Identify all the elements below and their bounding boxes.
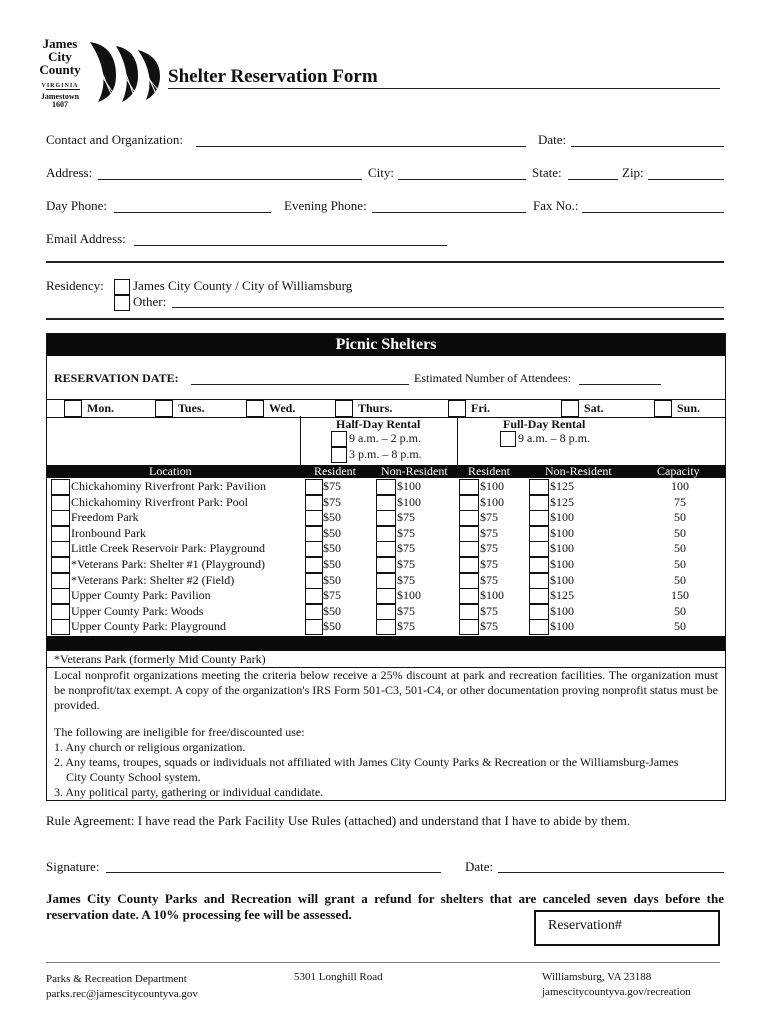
section-divider bbox=[46, 261, 724, 263]
shelter-price: $75 bbox=[397, 557, 415, 571]
shelter-location: Little Creek Reservoir Park: Playground bbox=[71, 541, 265, 556]
full-resident-checkbox[interactable] bbox=[459, 557, 479, 573]
shelter-price: $75 bbox=[480, 619, 498, 634]
day-sat-label: Sat. bbox=[584, 401, 604, 415]
full-resident-checkbox[interactable] bbox=[459, 510, 479, 526]
shelter-price: $75 bbox=[323, 479, 341, 493]
full-nonresident-checkbox[interactable] bbox=[529, 526, 549, 542]
address-label: Address: bbox=[46, 165, 93, 180]
full-resident-checkbox[interactable] bbox=[459, 541, 479, 557]
residency-other-field[interactable] bbox=[172, 307, 724, 308]
shelter-location: Upper County Park: Woods bbox=[71, 603, 204, 618]
shelter-location: Upper County Park: Playground bbox=[71, 619, 226, 634]
shelter-price: $100 bbox=[397, 494, 421, 509]
shelter-select-checkbox[interactable] bbox=[51, 495, 70, 511]
shelter-capacity: 50 bbox=[674, 510, 686, 525]
logo-line-3: County bbox=[39, 62, 81, 77]
zip-field[interactable] bbox=[648, 179, 724, 180]
half-nonresident-checkbox[interactable] bbox=[376, 479, 396, 495]
table-row bbox=[47, 619, 725, 635]
picnic-shelters-header: Picnic Shelters bbox=[47, 334, 725, 356]
full-day-title: Full-Day Rental bbox=[503, 417, 586, 431]
half-nonresident-checkbox[interactable] bbox=[376, 619, 396, 635]
full-resident-checkbox[interactable] bbox=[459, 619, 479, 635]
shelter-price: $75 bbox=[397, 603, 415, 618]
shelter-price: $50 bbox=[323, 541, 341, 556]
full-resident-checkbox[interactable] bbox=[459, 604, 479, 620]
reservation-date-field[interactable] bbox=[191, 384, 409, 385]
full-nonresident-checkbox[interactable] bbox=[529, 573, 549, 589]
day-fri-checkbox[interactable] bbox=[448, 400, 466, 417]
logo-line-4: VIRGINIA bbox=[41, 83, 79, 89]
half-resident-checkbox[interactable] bbox=[305, 619, 323, 635]
half-day-am-checkbox[interactable] bbox=[331, 431, 347, 447]
full-nonresident-checkbox[interactable] bbox=[529, 510, 549, 526]
full-day-checkbox[interactable] bbox=[500, 431, 516, 447]
day-sun-label: Sun. bbox=[677, 401, 701, 415]
shelter-price: $125 bbox=[550, 588, 574, 603]
full-day-label: 9 a.m. – 8 p.m. bbox=[518, 431, 590, 445]
shelter-select-checkbox[interactable] bbox=[51, 588, 70, 604]
city-field[interactable] bbox=[398, 179, 526, 180]
half-nonresident-checkbox[interactable] bbox=[376, 495, 396, 511]
half-nonresident-checkbox[interactable] bbox=[376, 588, 396, 604]
shelter-select-checkbox[interactable] bbox=[51, 573, 70, 589]
ship-sails-icon bbox=[86, 36, 166, 108]
ineligible-intro: The following are ineligible for free/discounted use: bbox=[54, 725, 305, 739]
full-nonresident-checkbox[interactable] bbox=[529, 619, 549, 635]
attendees-field[interactable] bbox=[579, 384, 661, 385]
logo-line-1: James bbox=[42, 36, 78, 51]
address-field[interactable] bbox=[98, 179, 362, 180]
half-day-pm-checkbox[interactable] bbox=[331, 447, 347, 463]
day-tue-label: Tues. bbox=[178, 401, 205, 415]
reservation-number-label: Reservation# bbox=[548, 918, 622, 933]
half-day-left-rule bbox=[300, 416, 301, 465]
days-bar bbox=[47, 399, 725, 418]
day-thu-checkbox[interactable] bbox=[335, 400, 353, 417]
shelter-capacity: 50 bbox=[674, 525, 686, 540]
full-nonresident-checkbox[interactable] bbox=[529, 604, 549, 620]
shelter-price: $50 bbox=[323, 557, 341, 571]
ineligible-item-3: 3. Any political party, gathering or individual candidate. bbox=[54, 785, 324, 799]
day-thu-label: Thurs. bbox=[358, 401, 393, 415]
shelter-price: $50 bbox=[323, 572, 341, 587]
shelter-capacity: 150 bbox=[671, 588, 689, 603]
half-day-am-label: 9 a.m. – 2 p.m. bbox=[349, 431, 421, 445]
shelter-location: *Veterans Park: Shelter #1 (Playground) bbox=[71, 557, 265, 571]
half-nonresident-checkbox[interactable] bbox=[376, 557, 396, 573]
shelter-price: $75 bbox=[480, 572, 498, 587]
half-resident-checkbox[interactable] bbox=[305, 510, 323, 526]
shelter-capacity: 75 bbox=[674, 494, 686, 509]
day-wed-label: Wed. bbox=[269, 401, 296, 415]
shelter-price: $75 bbox=[480, 557, 498, 571]
page-title: Shelter Reservation Form bbox=[168, 66, 378, 87]
shelter-capacity: 50 bbox=[674, 603, 686, 618]
day-fri-label: Fri. bbox=[471, 401, 490, 415]
nonprofit-paragraph: Local nonprofit organizations meeting the criteria below receive a 25% discount at park and recreation facilities. The organization must be nonprofit/tax exempt. A copy of the organization's IRS Form 501-C3, 501-C4, or other documentation proving nonprofit status must be provided. bbox=[54, 668, 718, 712]
shelter-price: $75 bbox=[480, 541, 498, 556]
shelter-price: $100 bbox=[550, 525, 574, 540]
rule-agreement: Rule Agreement: I have read the Park Facility Use Rules (attached) and understand that I have to abide by them. bbox=[46, 813, 631, 828]
shelter-price: $100 bbox=[550, 541, 574, 556]
shelter-price: $100 bbox=[480, 494, 504, 509]
shelter-capacity: 50 bbox=[674, 541, 686, 556]
col-location: Location bbox=[149, 464, 192, 478]
shelter-price: $75 bbox=[397, 525, 415, 540]
attendees-label: Estimated Number of Attendees: bbox=[414, 371, 571, 385]
shelter-select-checkbox[interactable] bbox=[51, 541, 70, 557]
full-nonresident-checkbox[interactable] bbox=[529, 495, 549, 511]
shelter-price: $100 bbox=[397, 588, 421, 603]
shelter-price: $75 bbox=[397, 572, 415, 587]
evening-phone-label: Evening Phone: bbox=[284, 198, 367, 213]
email-field[interactable] bbox=[134, 245, 447, 246]
shelter-price: $75 bbox=[397, 619, 415, 634]
shelter-price: $75 bbox=[480, 525, 498, 540]
shelter-capacity: 100 bbox=[671, 479, 689, 493]
full-resident-checkbox[interactable] bbox=[459, 573, 479, 589]
sig-date-field[interactable] bbox=[498, 872, 724, 873]
half-resident-checkbox[interactable] bbox=[305, 604, 323, 620]
half-resident-checkbox[interactable] bbox=[305, 526, 323, 542]
shelter-price: $75 bbox=[480, 603, 498, 618]
title-underline bbox=[168, 88, 720, 89]
shelter-location: Freedom Park bbox=[71, 510, 139, 525]
shelter-select-checkbox[interactable] bbox=[51, 619, 70, 635]
table-footer-bar bbox=[47, 636, 725, 651]
shelter-price: $50 bbox=[323, 603, 341, 618]
half-resident-checkbox[interactable] bbox=[305, 541, 323, 557]
ineligible-item-1: 1. Any church or religious organization. bbox=[54, 740, 246, 754]
half-resident-checkbox[interactable] bbox=[305, 573, 323, 589]
shelter-price: $100 bbox=[480, 588, 504, 603]
county-logo bbox=[30, 36, 165, 110]
shelter-price: $50 bbox=[323, 525, 341, 540]
zip-label: Zip: bbox=[622, 165, 644, 180]
full-resident-checkbox[interactable] bbox=[459, 495, 479, 511]
day-phone-field[interactable] bbox=[114, 212, 271, 213]
col-full-resident: Resident bbox=[468, 464, 510, 478]
day-phone-label: Day Phone: bbox=[46, 198, 108, 213]
table-row bbox=[47, 557, 725, 573]
table-row bbox=[47, 510, 725, 526]
half-day-pm-label: 3 p.m. – 8 p.m. bbox=[349, 447, 422, 461]
shelter-select-checkbox[interactable] bbox=[51, 479, 70, 495]
reservation-date-label: RESERVATION DATE: bbox=[54, 371, 179, 385]
table-row bbox=[47, 604, 725, 620]
day-tue-checkbox[interactable] bbox=[155, 400, 173, 417]
day-wed-checkbox[interactable] bbox=[246, 400, 264, 417]
shelter-select-checkbox[interactable] bbox=[51, 526, 70, 542]
full-nonresident-checkbox[interactable] bbox=[529, 557, 549, 573]
shelter-price: $75 bbox=[323, 588, 341, 603]
footer-city: Williamsburg, VA 23188 bbox=[542, 971, 652, 983]
shelter-price: $75 bbox=[397, 510, 415, 525]
shelter-select-checkbox[interactable] bbox=[51, 604, 70, 620]
table-row bbox=[47, 573, 725, 589]
day-sun-checkbox[interactable] bbox=[654, 400, 672, 417]
footer-dept: Parks & Recreation Department bbox=[46, 973, 187, 985]
shelter-location: Ironbound Park bbox=[71, 525, 146, 540]
shelter-price: $100 bbox=[397, 479, 421, 493]
email-label: Email Address: bbox=[46, 231, 126, 246]
col-capacity: Capacity bbox=[657, 464, 700, 478]
logo-line-5: Jamestown bbox=[40, 92, 80, 101]
state-field[interactable] bbox=[568, 179, 618, 180]
veterans-note: *Veterans Park (formerly Mid County Park) bbox=[54, 652, 266, 666]
refund-notice: James City County Parks and Recreation will grant a refund for shelters that are canceled seven days before the reservation date. A 10% processing fee will be assessed. bbox=[46, 891, 724, 922]
half-nonresident-checkbox[interactable] bbox=[376, 526, 396, 542]
footer-divider bbox=[46, 962, 720, 963]
day-mon-checkbox[interactable] bbox=[64, 400, 82, 417]
table-row bbox=[47, 541, 725, 557]
evening-phone-field[interactable] bbox=[372, 212, 526, 213]
residency-jcc-label: James City County / City of Williamsburg bbox=[133, 278, 353, 293]
signature-field[interactable] bbox=[106, 872, 441, 873]
half-nonresident-checkbox[interactable] bbox=[376, 541, 396, 557]
table-row bbox=[47, 526, 725, 542]
shelter-price: $75 bbox=[323, 494, 341, 509]
sig-date-label: Date: bbox=[465, 859, 494, 874]
half-resident-checkbox[interactable] bbox=[305, 557, 323, 573]
shelter-price: $100 bbox=[550, 510, 574, 525]
shelter-price: $100 bbox=[550, 557, 574, 571]
col-full-nonresident: Non-Resident bbox=[545, 464, 612, 478]
col-half-nonresident: Non-Resident bbox=[381, 464, 448, 478]
full-nonresident-checkbox[interactable] bbox=[529, 479, 549, 495]
logo-line-6: 1607 bbox=[52, 100, 68, 109]
section-divider-2 bbox=[46, 318, 724, 320]
shelter-price: $75 bbox=[480, 510, 498, 525]
day-mon-label: Mon. bbox=[87, 401, 114, 415]
shelter-price: $125 bbox=[550, 479, 574, 493]
shelter-location: *Veterans Park: Shelter #2 (Field) bbox=[71, 572, 235, 587]
shelter-price: $100 bbox=[550, 603, 574, 618]
contact-org-field[interactable] bbox=[196, 146, 526, 147]
residency-other-checkbox[interactable] bbox=[114, 295, 130, 311]
fax-label: Fax No.: bbox=[533, 198, 579, 213]
logo-line-2: City bbox=[48, 49, 72, 64]
shelter-capacity: 50 bbox=[674, 557, 686, 571]
footer-address: 5301 Longhill Road bbox=[294, 971, 383, 983]
half-day-right-rule bbox=[457, 416, 458, 465]
residency-jcc-checkbox[interactable] bbox=[114, 279, 130, 295]
picnic-shelters-section bbox=[46, 333, 726, 801]
half-resident-checkbox[interactable] bbox=[305, 588, 323, 604]
shelter-price: $100 bbox=[550, 619, 574, 634]
residency-label: Residency: bbox=[46, 278, 104, 293]
shelter-capacity: 50 bbox=[674, 619, 686, 634]
half-nonresident-checkbox[interactable] bbox=[376, 510, 396, 526]
date-field[interactable] bbox=[571, 146, 724, 147]
half-resident-checkbox[interactable] bbox=[305, 495, 323, 511]
shelter-price: $100 bbox=[550, 572, 574, 587]
shelter-select-checkbox[interactable] bbox=[51, 510, 70, 526]
shelter-price: $50 bbox=[323, 619, 341, 634]
reservation-number-box[interactable] bbox=[534, 910, 720, 946]
table-row bbox=[47, 495, 725, 511]
full-resident-checkbox[interactable] bbox=[459, 588, 479, 604]
city-label: City: bbox=[368, 165, 395, 180]
half-nonresident-checkbox[interactable] bbox=[376, 573, 396, 589]
table-row bbox=[47, 479, 725, 495]
shelter-capacity: 50 bbox=[674, 572, 686, 587]
full-resident-checkbox[interactable] bbox=[459, 526, 479, 542]
shelter-location: Chickahominy Riverfront Park: Pavilion bbox=[71, 479, 266, 493]
col-half-resident: Resident bbox=[314, 464, 356, 478]
date-label: Date: bbox=[538, 132, 567, 147]
ineligible-item-2-cont: City County School system. bbox=[66, 770, 201, 784]
full-resident-checkbox[interactable] bbox=[459, 479, 479, 495]
shelter-price: $50 bbox=[323, 510, 341, 525]
residency-other-label: Other: bbox=[133, 294, 167, 309]
ineligible-item-2: 2. Any teams, troupes, squads or individuals not affiliated with James City County Parks & Recreation or the Williamsburg-James bbox=[54, 755, 679, 769]
shelter-location: Upper County Park: Pavilion bbox=[71, 588, 211, 603]
shelter-select-checkbox[interactable] bbox=[51, 557, 70, 573]
half-resident-checkbox[interactable] bbox=[305, 479, 323, 495]
state-label: State: bbox=[532, 165, 562, 180]
fax-field[interactable] bbox=[582, 212, 724, 213]
full-nonresident-checkbox[interactable] bbox=[529, 588, 549, 604]
half-day-title: Half-Day Rental bbox=[336, 417, 421, 431]
shelter-table-header bbox=[47, 465, 725, 478]
half-nonresident-checkbox[interactable] bbox=[376, 604, 396, 620]
footer-email: parks.rec@jamescitycountyva.gov bbox=[46, 988, 198, 1000]
contact-org-label: Contact and Organization: bbox=[46, 132, 183, 147]
shelter-price: $125 bbox=[550, 494, 574, 509]
footer-web: jamescitycountyva.gov/recreation bbox=[542, 986, 691, 998]
signature-label: Signature: bbox=[46, 859, 100, 874]
full-nonresident-checkbox[interactable] bbox=[529, 541, 549, 557]
day-sat-checkbox[interactable] bbox=[561, 400, 579, 417]
shelter-price: $75 bbox=[397, 541, 415, 556]
shelter-location: Chickahominy Riverfront Park: Pool bbox=[71, 494, 248, 509]
shelter-price: $100 bbox=[480, 479, 504, 493]
table-row bbox=[47, 588, 725, 604]
